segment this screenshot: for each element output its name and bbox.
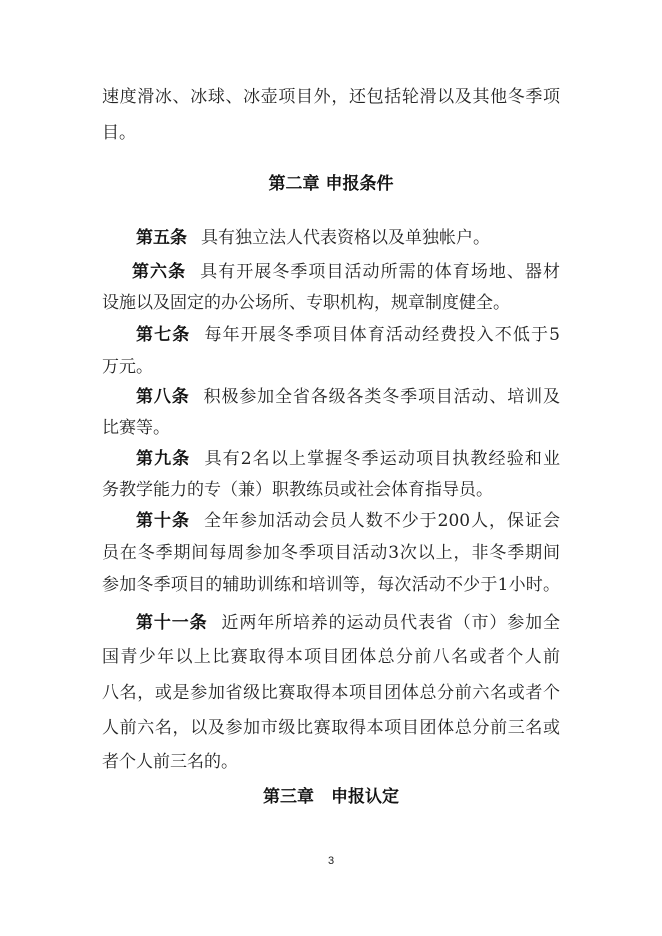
article-label: 第八条 — [136, 387, 190, 407]
text-line: 人前六名，以及参加市级比赛取得本项目团体总分前三名或 — [102, 718, 560, 738]
page-number: 3 — [327, 855, 335, 867]
article-label: 第七条 — [136, 325, 191, 345]
text-line: 务教学能力的专（兼）职教练员或社会体育指导员。 — [102, 480, 493, 500]
text-line: 八名，或是参加省级比赛取得本项目团体总分前六名或者个 — [102, 683, 560, 703]
text-line: 国青少年以上比赛取得本项目团体总分前八名或者个人前 — [102, 647, 560, 667]
article-7: 第七条 每年开展冬季项目体育活动经费投入不低于5 — [136, 325, 560, 345]
article-label: 第九条 — [136, 449, 191, 469]
article-label: 第十一条 — [136, 613, 208, 633]
text-line: 目。 — [102, 123, 136, 143]
article-label: 第五条 — [136, 228, 187, 248]
text-line: 参加冬季项目的辅助训练和培训等，每次活动不少于1小时。 — [102, 575, 560, 595]
article-9: 第九条 具有2名以上掌握冬季运动项目执教经验和业 — [136, 449, 560, 469]
article-11: 第十一条 近两年所培养的运动员代表省（市）参加全 — [136, 613, 561, 633]
article-label: 第十条 — [136, 511, 190, 531]
article-8: 第八条 积极参加全省各级各类冬季项目活动、培训及 — [136, 387, 561, 407]
text-line: 速度滑冰、冰球、冰壶项目外，还包括轮滑以及其他冬季项 — [102, 87, 560, 107]
text-line: 员在冬季期间每周参加冬季项目活动3次以上，非冬季期间 — [102, 543, 560, 563]
article-6: 第六条 具有开展冬季项目活动所需的体育场地、器材 — [132, 262, 561, 282]
article-5: 第五条 具有独立法人代表资格以及单独帐户。 — [136, 228, 490, 248]
text-line: 设施以及固定的办公场所、专职机构，规章制度健全。 — [102, 293, 510, 313]
text-line: 万元。 — [102, 357, 153, 377]
chapter-heading: 第三章 申报认定 — [263, 787, 399, 807]
article-10: 第十条 全年参加活动会员人数不少于200人，保证会 — [136, 511, 560, 531]
chapter-heading: 第二章 申报条件 — [268, 174, 394, 194]
article-label: 第六条 — [132, 262, 187, 282]
text-line: 者个人前三名的。 — [102, 752, 238, 772]
text-line: 比赛等。 — [102, 418, 170, 438]
